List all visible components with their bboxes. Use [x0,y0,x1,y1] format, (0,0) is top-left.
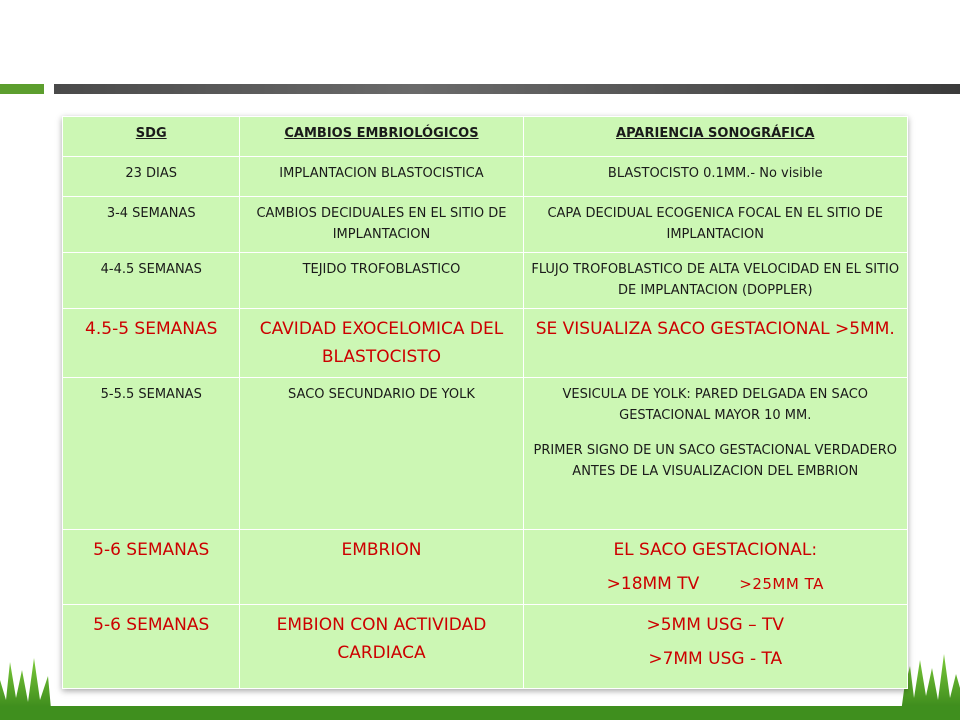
cell-apariencia: SE VISUALIZA SACO GESTACIONAL >5MM. [523,309,908,377]
embryology-table [62,116,908,689]
cell-cambios: EMBION CON ACTIVIDAD CARDIACA [240,605,523,689]
cell-apariencia [523,605,908,689]
cell-sdg: 23 DIAS [63,156,240,197]
cell-apariencia [523,377,908,530]
cell-apariencia: CAPA DECIDUAL ECOGENICA FOCAL EN EL SITIO DE IMPLANTACION [523,197,908,253]
cell-cambios: SACO SECUNDARIO DE YOLK [240,377,523,530]
cell-cambios: TEJIDO TROFOBLASTICO [240,253,523,309]
cell-cambios: CAMBIOS DECIDUALES EN EL SITIO DE IMPLANTACION [240,197,523,253]
cell-sdg: 4-4.5 SEMANAS [63,253,240,309]
apariencia-line-2 [530,570,902,598]
table-row [63,377,908,530]
apariencia-line-1: EL SACO GESTACIONAL: [613,540,818,561]
cell-apariencia: BLASTOCISTO 0.1MM.- No visible [523,156,908,197]
cell-sdg: 5-5.5 SEMANAS [63,377,240,530]
cell-apariencia [523,530,908,605]
cell-apariencia: FLUJO TROFOBLASTICO DE ALTA VELOCIDAD EN EL SITIO DE IMPLANTACION (DOPPLER) [523,253,908,309]
table-row-highlight [63,309,908,377]
cell-cambios: IMPLANTACION BLASTOCISTICA [240,156,523,197]
cell-sdg: 4.5-5 SEMANAS [63,309,240,377]
apariencia-ta: >25MM TA [739,575,824,594]
header-sdg: SDG [63,117,240,157]
table-row-highlight [63,530,908,605]
apariencia-line-2: >7MM USG - TA [648,649,783,670]
apariencia-line-2: PRIMER SIGNO DE UN SACO GESTACIONAL VERDADERO ANTES DE LA VISUALIZACION DEL EMBRION [533,442,897,479]
top-divider-bar [54,84,960,94]
header-cambios: CAMBIOS EMBRIOLÓGICOS [240,117,523,157]
apariencia-tv: >18MM TV [606,574,700,595]
table-row [63,197,908,253]
table-row [63,156,908,197]
accent-square [0,84,44,94]
cell-sdg: 5-6 SEMANAS [63,605,240,689]
cell-cambios: CAVIDAD EXOCELOMICA DEL BLASTOCISTO [240,309,523,377]
table-header-row [63,117,908,157]
apariencia-line-1: VESICULA DE YOLK: PARED DELGADA EN SACO GESTACIONAL MAYOR 10 MM. [562,386,869,423]
header-apariencia: APARIENCIA SONOGRÁFICA [523,117,908,157]
cell-cambios: EMBRION [240,530,523,605]
cell-sdg: 3-4 SEMANAS [63,197,240,253]
apariencia-line-1: >5MM USG – TV [646,615,785,636]
table-row [63,253,908,309]
cell-sdg: 5-6 SEMANAS [63,530,240,605]
table-row-highlight [63,605,908,689]
